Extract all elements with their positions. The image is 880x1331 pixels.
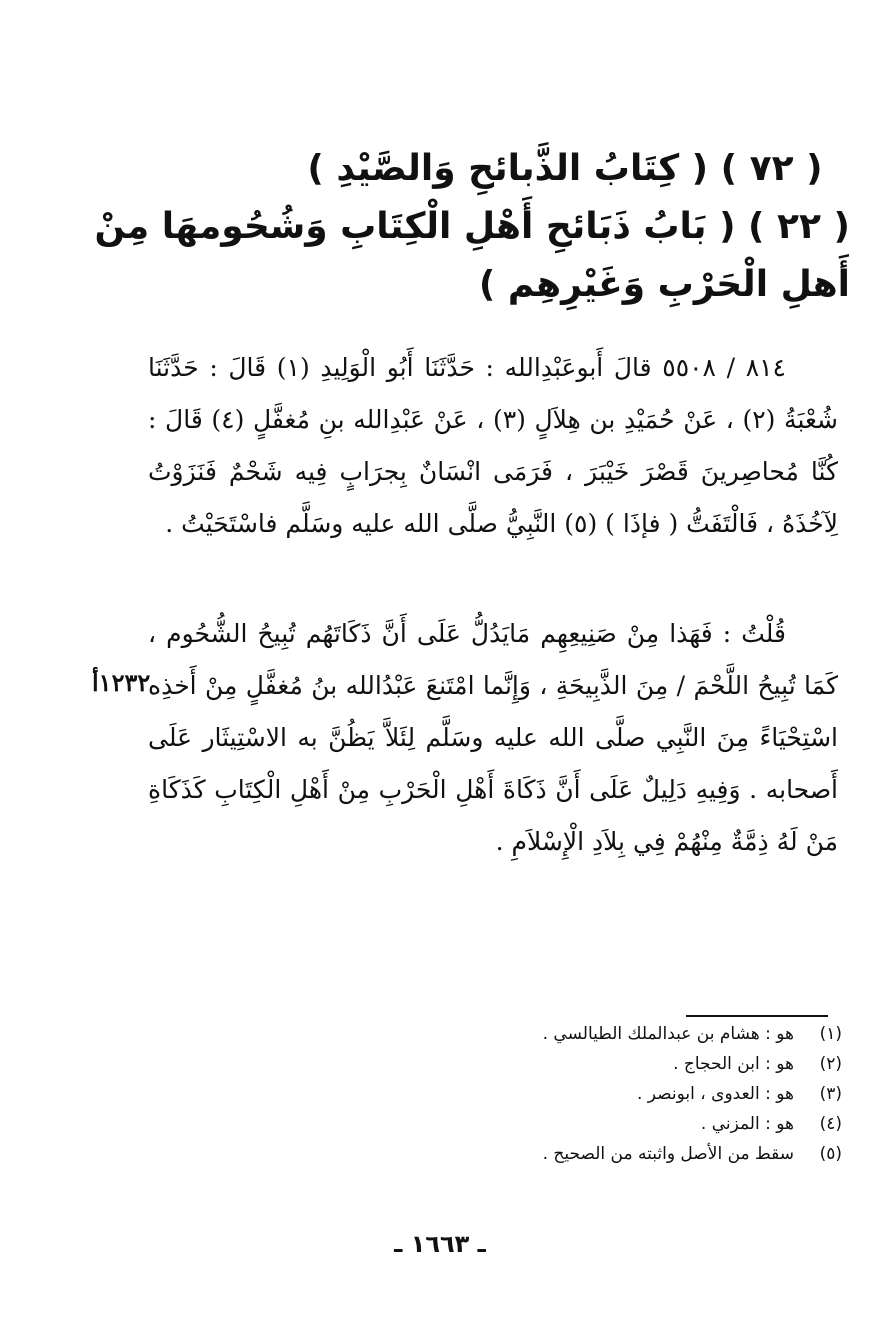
- footnote-number: (٥): [819, 1144, 842, 1164]
- footnote-text: هو : ابن الحجاج .: [673, 1054, 794, 1074]
- page-number: ـ ١٦٦٣ ـ: [394, 1230, 486, 1258]
- footnote-row: [282, 1139, 842, 1169]
- headings: [94, 140, 850, 314]
- footnote-text: سقط من الأصل واثبته من الصحيح .: [542, 1144, 794, 1164]
- chapter-title-line-2: أَهلِ الْحَرْبِ وَغَيْرِهِم ): [478, 264, 850, 305]
- footnote-number: (٤): [819, 1114, 842, 1134]
- margin-reference: ١٢٣٢أ: [92, 668, 151, 697]
- footnote-text: هو : هشام بن عبدالملك الطيالسي .: [542, 1024, 794, 1044]
- commentary-text: قُلْتُ : فَهَذا مِنْ صَنِيعِهِم مَايَدُلُّ عَلَى أَنَّ ذَكَاتَهُم تُبِيحُ الشُّحُوم ، كَمَا تُبِيحُ اللَّحْمَ / مِنَ الذَّبِيحَةِ ، وَإِنَّما امْتَنعَ عَبْدُالله بنُ مُغفَّلٍ مِنْ أَخذِه اسْتِحْيَاءً مِنَ النَّبِي صلَّى الله عليه وسَلَّم لِئَلاَّ يَظُنَّ به الاسْتِيثَار عَلَى أَصحابه . وَفِيهِ دَلِيلٌ عَلَى أَنَّ ذَكَاةَ أَهْلِ الْحَرْبِ مِنْ أَهْلِ الْكِتَابِ كَذَكَاةِ مَنْ لَهُ ذِمَّةٌ مِنْهُمْ فِي بِلاَدِ الْإِسْلاَمِ .: [148, 619, 838, 856]
- chapter-title-line-1: ( ٢٢ ) ( بَابُ ذَبَائحِ أَهْلِ الْكِتَابِ وَشُحُومهَا مِنْ: [94, 206, 850, 247]
- footnote-number: (١): [819, 1024, 842, 1044]
- commentary-block: [148, 608, 838, 868]
- book-title: ( ٧٢ ) ( كِتَابُ الذَّبائحِ وَالصَّيْدِ ): [307, 148, 823, 189]
- footnote-row: [282, 1109, 842, 1139]
- footnote-row: [282, 1079, 842, 1109]
- footnote-number: (٢): [819, 1054, 842, 1074]
- hadith-text: ٨١٤ / ٥٥٠٨ قالَ أَبوعَبْدِالله : حَدَّثَنَا أَبُو الْوَلِيدِ (١) قَالَ : حَدَّثَنَا شُعْبَةُ (٢) ، عَنْ حُمَيْدِ بن هِلاَلٍ (٣) ، عَنْ عَبْدِالله بنِ مُغفَّلٍ (٤) قَالَ : كُنَّا مُحاصِرينَ قَصْرَ خَيْبَرَ ، فَرَمَى انْسَانٌ بِجرَابٍ فِيه شَحْمٌ فَنَزَوْتُ لِآخُذَهُ ، فَالْتَفَتُّ ( فإذَا ) (٥) النَّبِيُّ صلَّى الله عليه وسَلَّم فاسْتَحَيْتُ .: [148, 353, 839, 538]
- footnotes: [282, 1019, 842, 1169]
- footnote-row: [282, 1019, 842, 1049]
- footnote-separator: [686, 1015, 828, 1017]
- hadith-block: [148, 342, 838, 550]
- footnote-text: هو : العدوى ، ابونصر .: [636, 1084, 794, 1104]
- footnote-row: [282, 1049, 842, 1079]
- footnote-number: (٣): [819, 1084, 842, 1104]
- footnote-text: هو : المزني .: [700, 1114, 794, 1134]
